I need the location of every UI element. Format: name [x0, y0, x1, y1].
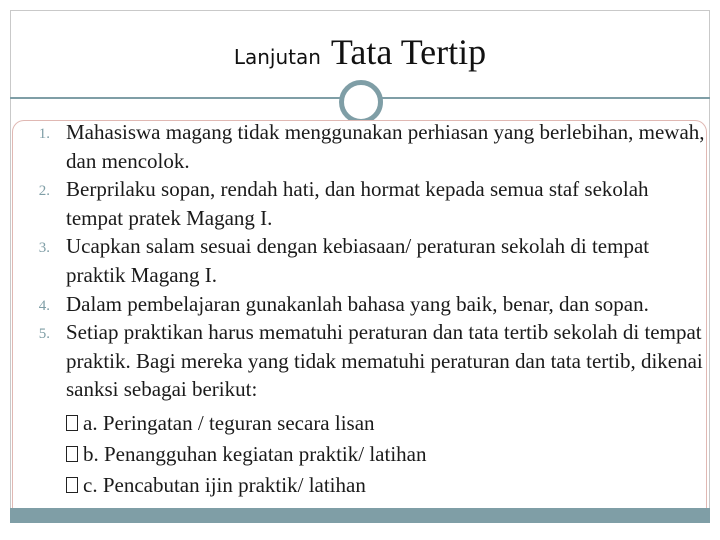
list-number: 5.: [38, 326, 50, 343]
sanction-text: a. Peringatan / teguran secara lisan: [83, 410, 375, 435]
list-item: [16, 118, 706, 175]
list-item-text: Dalam pembelajaran gunakanlah bahasa yang baik, benar, dan sopan.: [66, 291, 649, 316]
sanction-text: c. Pencabutan ijin praktik/ latihan: [83, 472, 366, 497]
rules-list: [16, 118, 706, 501]
title-main: Tata Tertip: [330, 32, 487, 72]
list-number: 4.: [38, 297, 50, 314]
list-item-text: Mahasiswa magang tidak menggunakan perhiasan yang berlebihan, mewah, dan mencolok.: [66, 120, 705, 173]
sanction-item: [66, 408, 706, 439]
list-number: 1.: [38, 126, 50, 142]
sanction-item: [66, 470, 706, 501]
sanction-item: [66, 439, 706, 470]
sanctions-list: [66, 408, 706, 501]
bottom-accent-bar: [10, 508, 710, 523]
list-item: [16, 290, 706, 319]
checkbox-icon: [66, 415, 78, 431]
list-item: [16, 175, 706, 232]
list-item: [16, 318, 706, 501]
list-item-text: Setiap praktikan harus mematuhi peraturan dan tata tertib sekolah di tempat praktik. Bagi mereka yang tidak mematuhi peraturan dan tata tertib, dikenai sanksi sebagai berikut:: [66, 320, 703, 402]
content-body: [16, 118, 706, 501]
checkbox-icon: [66, 446, 78, 462]
title-prefix: Lanjutan: [233, 45, 321, 69]
list-number: 2.: [38, 183, 50, 200]
list-number: 3.: [38, 240, 50, 257]
sanction-text: b. Penangguhan kegiatan praktik/ latihan: [83, 441, 427, 466]
checkbox-icon: [66, 477, 78, 493]
list-item-text: Berprilaku sopan, rendah hati, dan hormat kepada semua staf sekolah tempat pratek Magang I.: [66, 177, 649, 230]
list-item: [16, 232, 706, 289]
list-item-text: Ucapkan salam sesuai dengan kebiasaan/ peraturan sekolah di tempat praktik Magang I.: [66, 234, 650, 287]
slide-title: [234, 31, 486, 73]
